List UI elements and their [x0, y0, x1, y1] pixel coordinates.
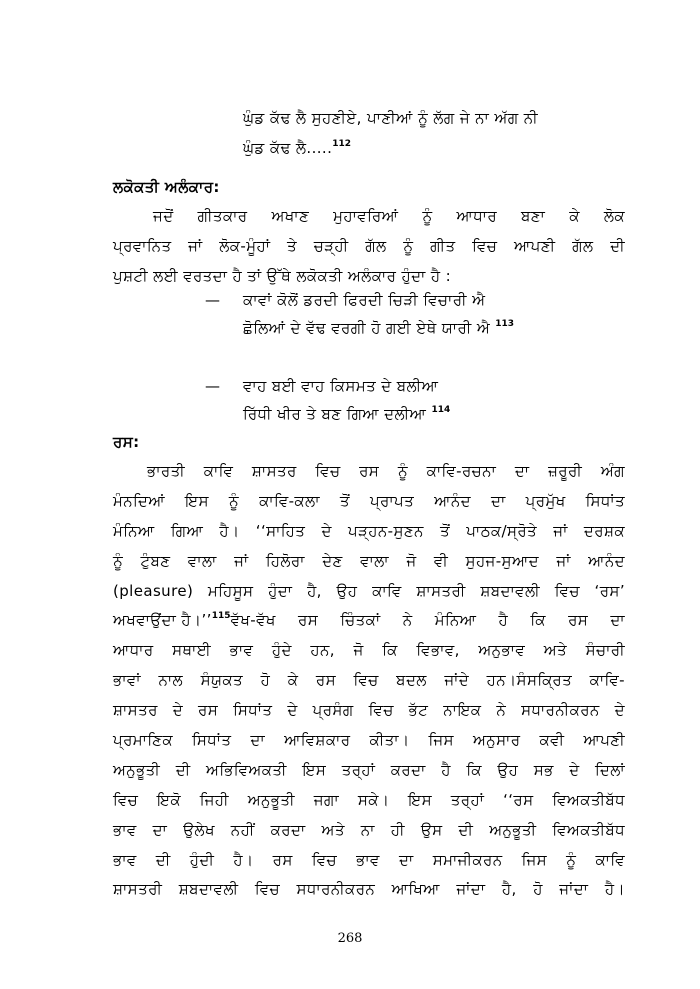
- footnote-ref: 114: [431, 405, 451, 415]
- example-text: ਛੋਲਿਆਂ ਦੇ ਵੱਢ ਵਰਗੀ ਹੋ ਗਈ ਏਥੇ ਯਾਰੀ ਐ: [243, 319, 491, 337]
- paragraph-line: ਪ੍ਰਮਾਣਿਕ ਸਿਧਾਂਤ ਦਾ ਆਵਿਸ਼ਕਾਰ ਕੀਤਾ। ਜਿਸ ਅਨੁਸਾਰ ਕਵੀ ਆਪਣੀ: [113, 731, 625, 749]
- paragraph-line: (pleasure) ਮਹਿਸੂਸ ਹੁੰਦਾ ਹੈ, ਉਹ ਕਾਵਿ ਸ਼ਾਸਤਰੀ ਸ਼ਬਦਾਵਲੀ ਵਿਚ ‘ਰਸ’: [113, 582, 625, 600]
- paragraph-line: ਸ਼ਾਸਤਰੀ ਸ਼ਬਦਾਵਲੀ ਵਿਚ ਸਧਾਰਨੀਕਰਨ ਆਖਿਆ ਜਾਂਦਾ ਹੈ, ਹੋ ਜਾਂਦਾ ਹੈ।: [113, 880, 625, 898]
- example-line: [243, 404, 450, 424]
- section-heading: ਰਸ:: [113, 433, 140, 451]
- paragraph-text: ਵੱਖ-ਵੱਖ ਰਸ ਚਿੰਤਕਾਂ ਨੇ ਮੰਨਿਆ ਹੈ ਕਿ ਰਸ ਦਾ: [230, 611, 625, 629]
- footnote-ref: 112: [332, 139, 352, 149]
- verse-line: ਘੁੰਡ ਕੱਢ ਲੈ ਸੁਹਣੀਏ, ਪਾਣੀਆਂ ਨੂੰ ਲੱਗ ਜੇ ਨਾ ਅੱਗ ਨੀ: [243, 109, 539, 127]
- example-line: ਵਾਹ ਬਈ ਵਾਹ ਕਿਸਮਤ ਦੇ ਬਲੀਆ: [243, 377, 439, 395]
- paragraph-line: ਨੂੰ ਟੁੰਬਣ ਵਾਲਾ ਜਾਂ ਹਿਲੋਰਾ ਦੇਣ ਵਾਲਾ ਜੋ ਵੀ ਸੁਹਜ-ਸੁਆਦ ਜਾਂ ਆਨੰਦ: [113, 552, 625, 570]
- quote-end-text: ਅਖਵਾਉਂਦਾ ਹੈ।’’: [113, 611, 212, 629]
- paragraph-text: [113, 610, 231, 630]
- paragraph-line: ਮੰਨਿਆ ਗਿਆ ਹੈ। ‘‘ਸਾਹਿਤ ਦੇ ਪੜ੍ਹਨ-ਸੁਣਨ ਤੋਂ ਪਾਠਕ/ਸ੍ਰੋਤੇ ਜਾਂ ਦਰਸ਼ਕ: [113, 522, 625, 540]
- paragraph-line: ਭਾਰਤੀ ਕਾਵਿ ਸ਼ਾਸਤਰ ਵਿਚ ਰਸ ਨੂੰ ਕਾਵਿ-ਰਚਨਾ ਦਾ ਜ਼ਰੂਰੀ ਅੰਗ: [147, 462, 625, 480]
- paragraph-line: ਭਾਵਾਂ ਨਾਲ ਸੰਯੁਕਤ ਹੋ ਕੇ ਰਸ ਵਿਚ ਬਦਲ ਜਾਂਦੇ ਹਨ।ਸੰਸਕ੍ਰਿਤ ਕਾਵਿ-: [113, 671, 625, 689]
- paragraph-line: ਪ੍ਰਵਾਨਿਤ ਜਾਂ ਲੋਕ-ਮੂੰਹਾਂ ਤੇ ਚੜ੍ਹੀ ਗੱਲ ਨੂੰ ਗੀਤ ਵਿਚ ਆਪਣੀ ਗੱਲ ਦੀ: [113, 237, 625, 255]
- verse-text: ਘੁੰਡ ਕੱਢ ਲੈ.....: [243, 139, 333, 157]
- paragraph-line: ਪੁਸ਼ਟੀ ਲਈ ਵਰਤਦਾ ਹੈ ਤਾਂ ਉੱਥੇ ਲਕੋਕਤੀ ਅਲੰਕਾਰ ਹੁੰਦਾ ਹੈ :: [113, 267, 452, 285]
- list-dash: —: [205, 377, 220, 395]
- paragraph-line: ਅਨੁਭੂਤੀ ਦੀ ਅਭਿਵਿਅਕਤੀ ਇਸ ਤਰ੍ਹਾਂ ਕਰਦਾ ਹੈ ਕਿ ਉਹ ਸਭ ਦੇ ਦਿਲਾਂ: [113, 761, 625, 779]
- paragraph-line: ਵਿਚ ਇਕੋ ਜਿਹੀ ਅਨੁਭੂਤੀ ਜਗਾ ਸਕੇ। ਇਸ ਤਰ੍ਹਾਂ ‘‘ਰਸ ਵਿਅਕਤੀਬੱਧ: [113, 791, 625, 809]
- example-line: ਕਾਵਾਂ ਕੋਲੋਂ ਡਰਦੀ ਫਿਰਦੀ ਚਿੜੀ ਵਿਚਾਰੀ ਐ: [243, 291, 486, 309]
- verse-line: [243, 138, 351, 158]
- example-line: [243, 318, 514, 338]
- paragraph-line: ਸ਼ਾਸਤਰ ਦੇ ਰਸ ਸਿਧਾਂਤ ਦੇ ਪ੍ਰਸੰਗ ਵਿਚ ਭੱਟ ਨਾਇਕ ਨੇ ਸਧਾਰਨੀਕਰਨ ਦੇ: [113, 701, 625, 719]
- list-dash: —: [205, 291, 220, 309]
- paragraph-line: ਆਧਾਰ ਸਥਾਈ ਭਾਵ ਹੁੰਦੇ ਹਨ, ਜੋ ਕਿ ਵਿਭਾਵ, ਅਨੁਭਾਵ ਅਤੇ ਸੰਚਾਰੀ: [113, 641, 625, 659]
- paragraph-line: ਭਾਵ ਦੀ ਹੁੰਦੀ ਹੈ। ਰਸ ਵਿਚ ਭਾਵ ਦਾ ਸਮਾਜੀਕਰਨ ਜਿਸ ਨੂੰ ਕਾਵਿ: [113, 851, 625, 869]
- section-heading: ਲਕੋਕਤੀ ਅਲੰਕਾਰ:: [113, 178, 220, 196]
- paragraph-line: ਜਦੋਂ ਗੀਤਕਾਰ ਅਖਾਣ ਮੁਹਾਵਰਿਆਂ ਨੂੰ ਆਧਾਰ ਬਣਾ ਕੇ ਲੋਕ: [153, 207, 625, 225]
- footnote-ref: 115: [211, 611, 231, 621]
- paragraph-line: [113, 610, 625, 630]
- page-number: 268: [337, 931, 363, 946]
- paragraph-line: ਭਾਵ ਦਾ ਉਲੇਖ ਨਹੀਂ ਕਰਦਾ ਅਤੇ ਨਾ ਹੀ ਉਸ ਦੀ ਅਨੁਭੂਤੀ ਵਿਅਕਤੀਬੱਧ: [113, 821, 625, 839]
- footnote-ref: 113: [495, 319, 515, 329]
- example-text: ਰਿੱਧੀ ਖੀਰ ਤੇ ਬਣ ਗਿਆ ਦਲੀਆ: [243, 405, 427, 423]
- paragraph-line: ਮੰਨਦਿਆਂ ਇਸ ਨੂੰ ਕਾਵਿ-ਕਲਾ ਤੋਂ ਪ੍ਰਾਪਤ ਆਨੰਦ ਦਾ ਪ੍ਰਮੁੱਖ ਸਿਧਾਂਤ: [113, 492, 625, 510]
